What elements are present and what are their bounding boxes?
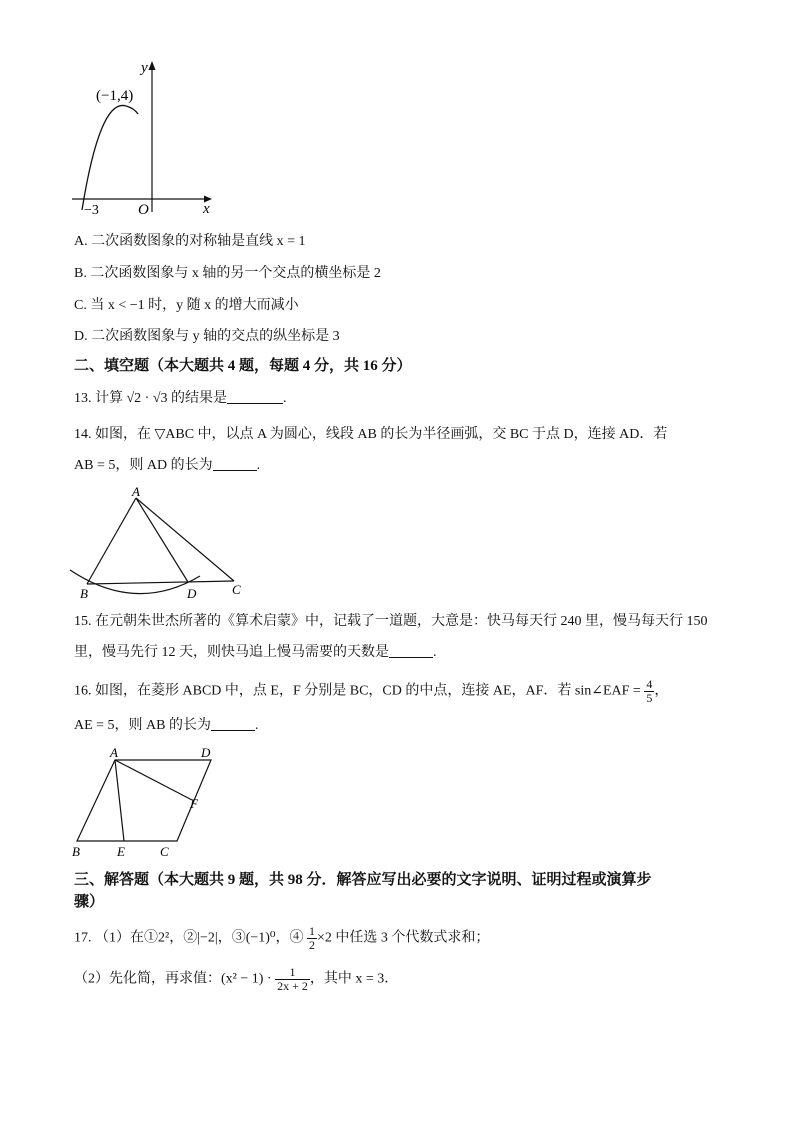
option-d: D. 二次函数图象与 y 轴的交点的纵坐标是 3: [74, 329, 340, 344]
segment-ad: [136, 498, 188, 582]
y-axis-label: y: [141, 60, 148, 76]
segment-ac: [136, 498, 234, 581]
q16-period: .: [255, 718, 259, 733]
label-b: B: [72, 844, 80, 859]
label-c: C: [232, 582, 241, 597]
q17-part2-suffix: ，其中 x = 3．: [309, 971, 399, 987]
section-3-title-line2: 骤）: [74, 894, 105, 910]
q17-part2: [74, 966, 398, 993]
q15-line1: 15. 在元朝朱世杰所著的《算术启蒙》中，记载了一道题，大意是：快马每天行 240 里，慢马每天行 150: [74, 614, 708, 629]
label-a: A: [132, 484, 140, 499]
segment-ae: [115, 760, 124, 841]
q16-frac-den: 5: [646, 691, 653, 705]
q16-comma: ，: [654, 683, 669, 699]
question-13: [74, 389, 287, 409]
q15-line2-text: 里，慢马先行 12 天，则快马追上慢马需要的天数是: [74, 645, 389, 660]
q15-answer-blank[interactable]: [389, 643, 433, 658]
parabola-curve: [82, 105, 138, 210]
x-axis-label: x: [203, 201, 210, 217]
q17-part1-fraction: [307, 925, 317, 952]
segment-ab: [87, 498, 136, 584]
parabola-graph: [70, 58, 220, 218]
q16-line2-text: AE = 5，则 AB 的长为: [74, 718, 212, 733]
origin-label: O: [138, 202, 149, 218]
vertex-label: (−1,4): [96, 88, 134, 104]
q17-part1-frac-den: 2: [309, 938, 316, 952]
root-label: −3: [84, 203, 99, 218]
q17-part1: [74, 925, 489, 952]
q14-triangle-figure: [66, 484, 256, 604]
q17-part1-suffix: ×2 中任选 3 个代数式求和；: [317, 930, 490, 946]
q16-answer-blank[interactable]: [211, 716, 255, 731]
q17-part1-frac-num: 1: [309, 924, 316, 938]
label-b: B: [80, 586, 88, 601]
label-c: C: [160, 844, 169, 859]
q16-line2: [74, 716, 259, 736]
q16-line1-text: 16. 如图，在菱形 ABCD 中，点 E，F 分别是 BC，CD 的中点，连接 AE，AF．若 sin∠EAF =: [74, 683, 641, 699]
option-b: B. 二次函数图象与 x 轴的另一个交点的横坐标是 2: [74, 266, 381, 281]
q13-answer-blank[interactable]: [227, 389, 283, 404]
q14-line1: 14. 如图，在 ▽ABC 中，以点 A 为圆心，线段 AB 的长为半径画弧，交 BC 于点 D，连接 AD．若: [74, 427, 668, 442]
label-d: D: [201, 745, 211, 760]
q15-line2: [74, 643, 437, 663]
option-a: A. 二次函数图象的对称轴是直线 x = 1: [74, 234, 306, 249]
q16-line1: [74, 678, 668, 705]
q17-part2-text: （2）先化简，再求值：(x² − 1) ·: [74, 971, 272, 987]
segment-af: [115, 760, 192, 800]
q15-period: .: [433, 645, 437, 660]
label-d: D: [187, 586, 197, 601]
q14-line2-text: AB = 5，则 AD 的长为: [74, 458, 213, 473]
option-c: C. 当 x < −1 时，y 随 x 的增大而减小: [74, 298, 299, 313]
q13-period: .: [283, 391, 287, 406]
q17-part1-text: 17. （1）在①2²，②|−2|，③(−1)⁰，④: [74, 930, 304, 946]
q14-answer-blank[interactable]: [213, 456, 257, 471]
q13-text: 13. 计算 √2 · √3 的结果是: [74, 391, 228, 406]
q14-line2: [74, 456, 260, 476]
label-e: E: [117, 844, 125, 859]
y-axis-arrow-icon: [149, 61, 156, 70]
label-f: F: [190, 796, 198, 811]
label-a: A: [110, 745, 118, 760]
segment-bc: [87, 581, 234, 584]
q17-part2-frac-num: 1: [275, 966, 310, 980]
section-2-title: 二、填空题（本大题共 4 题，每题 4 分，共 16 分）: [74, 358, 412, 374]
q16-frac-num: 4: [646, 677, 653, 691]
q16-fraction: [644, 678, 654, 705]
section-3-title-line1: 三、解答题（本大题共 9 题，共 98 分．解答应写出必要的文字说明、证明过程或演算步: [74, 872, 652, 888]
q17-part2-frac-den: 2x + 2: [277, 979, 308, 993]
q17-part2-fraction: [275, 966, 310, 993]
q14-period: .: [256, 458, 261, 473]
q16-rhombus-figure: [66, 744, 226, 862]
